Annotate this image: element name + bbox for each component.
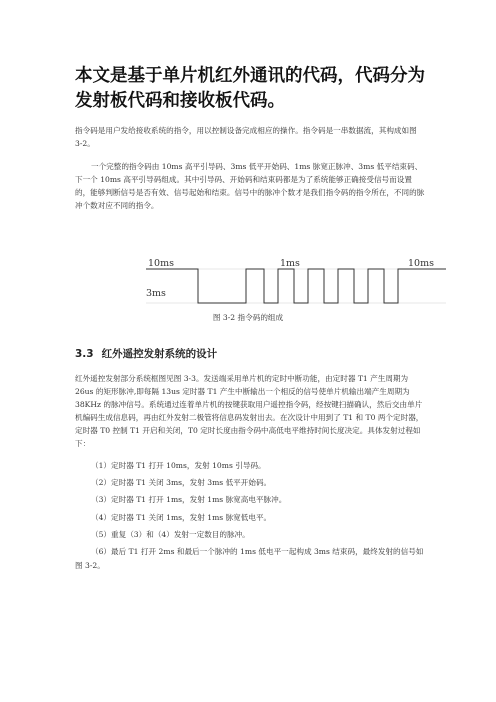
list-item: （6）最后 T1 打开 2ms 和最后一个脉冲的 1ms 低电平一起构成 3ms 结束码，最终发射的信号如图 3-2。	[75, 547, 424, 571]
document-title: 本文是基于单片机红外通讯的代码，代码分为发射板代码和接收板代码。	[75, 66, 425, 111]
section-number: 3.3	[75, 348, 94, 360]
list-item: （2）定时器 T1 关闭 3ms，发射 3ms 低平开始码。	[91, 478, 272, 488]
list-item: （5）重复（3）和（4）发射一定数目的脉冲。	[91, 529, 250, 539]
section-heading	[75, 346, 217, 361]
intro-paragraph: 指令码是用户发给接收系统的指令，用以控制设备完成相应的操作。指令码是一串数据流，其构成如图 3-2。	[75, 126, 417, 148]
figure-caption: 图 3-2 指令码的组成	[212, 313, 284, 322]
list-item: （1）定时器 T1 打开 10ms，发射 10ms 引导码。	[91, 461, 266, 470]
label-1ms: 1ms	[280, 258, 300, 269]
label-3ms: 3ms	[146, 288, 166, 299]
section-title: 红外遥控发射系统的设计	[101, 348, 218, 360]
list-item: （4）定时器 T1 关闭 1ms，发射 1ms 脉宽低电平。	[91, 512, 272, 522]
list-item: （3）定时器 T1 打开 1ms，发射 1ms 脉宽高电平脉冲。	[91, 495, 287, 505]
label-10ms-left: 10ms	[148, 258, 174, 269]
label-10ms-right: 10ms	[408, 258, 434, 269]
command-code-paragraph: 一个完整的指令码由 10ms 高平引导码、3ms 低平开始码、1ms 脉宽正脉冲、3ms 低平结束码、下一个 10ms 高平引导码组成。其中引导码、开始码和结束码都是为了系统能够正确接受信号而设置的，能够判断信号是否有效、信号起始和结束。信号中的脉冲个数才是我们指令码的指令所在，不同的脉冲个数对应不同的指令。	[75, 162, 425, 210]
transmit-steps-list	[75, 457, 427, 573]
pulse-waveform-figure	[146, 258, 446, 308]
pulse-waveform-line	[146, 269, 446, 303]
transmitter-paragraph: 红外遥控发射部分系统框图见图 3-3。发送端采用单片机的定时中断功能，由定时器 T1 产生周期为 26us 的矩形脉冲,即每隔 13us 定时器 T1 产生中断输出一个相反的信号使单片机输出端产生周期为 38KHz 的脉冲信号。系统通过连着单片机的按键获取用户遥控指令码，经按键扫描确认，然后交由单片机编码生成信息码，再由红外发射二极管将信息码发射出去。在次设计中用到了 T1 和 T0 两个定时器，定时器 T0 控制 T1 开启和关闭，T0 定时长度由指令码中高低电平维持时间长度决定。具体发射过程如下：	[75, 374, 424, 448]
